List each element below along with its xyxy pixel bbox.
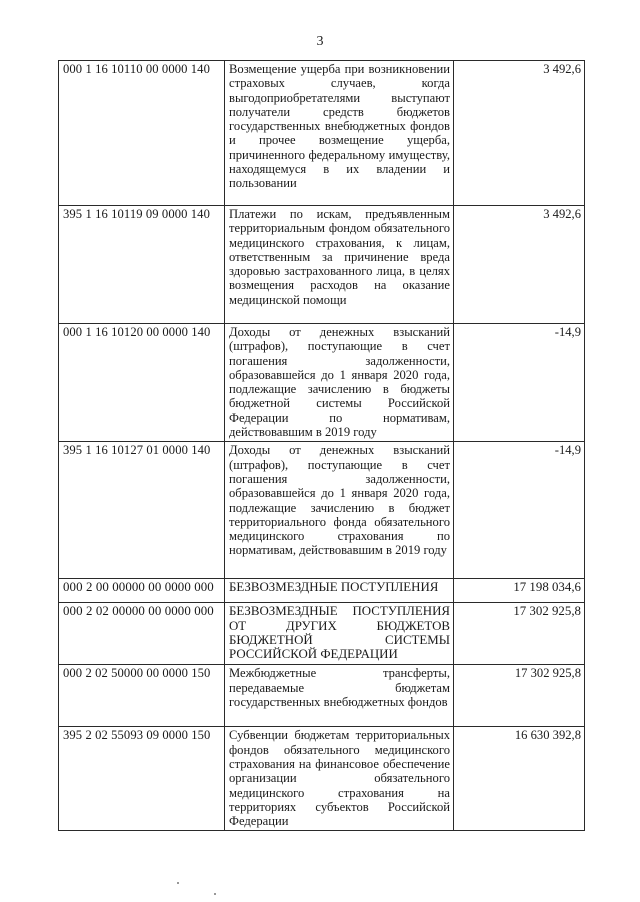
table-row bbox=[59, 442, 585, 579]
table-row bbox=[59, 324, 585, 442]
page-number: 3 bbox=[316, 34, 324, 49]
table-row bbox=[59, 206, 585, 324]
budget-revenue-table bbox=[58, 60, 585, 831]
revenue-name-cell: Платежи по искам, предъявленным территориальным фондом обязательного медицинского страхования, к лицам, ответственным за причинение вреда здоровью застрахованного лица, в целях возмещения расходов на оказание медицинской помощи bbox=[225, 206, 454, 324]
revenue-name-cell: Возмещение ущерба при возникновении страховых случаев, когда выгодоприобретателями выступают получатели средств бюджетов государственных внебюджетных фондов и прочее возмещение ущерба, причиненного федеральному имуществу, находящемуся в их владении и пользовании bbox=[225, 61, 454, 206]
revenue-code-cell: 000 1 16 10110 00 0000 140 bbox=[59, 61, 225, 206]
revenue-amount-cell: 3 492,6 bbox=[454, 206, 585, 324]
revenue-code-cell: 395 1 16 10119 09 0000 140 bbox=[59, 206, 225, 324]
scan-speck bbox=[214, 893, 216, 895]
table-row bbox=[59, 579, 585, 603]
revenue-name-cell: БЕЗВОЗМЕЗДНЫЕ ПОСТУПЛЕНИЯ ОТ ДРУГИХ БЮДЖЕТОВ БЮДЖЕТНОЙ СИСТЕМЫ РОССИЙСКОЙ ФЕДЕРАЦИИ bbox=[225, 603, 454, 665]
table-row bbox=[59, 61, 585, 206]
revenue-code-cell: 395 1 16 10127 01 0000 140 bbox=[59, 442, 225, 579]
revenue-code-cell: 395 2 02 55093 09 0000 150 bbox=[59, 727, 225, 831]
revenue-amount-cell: 16 630 392,8 bbox=[454, 727, 585, 831]
table-row bbox=[59, 603, 585, 665]
revenue-amount-cell: 3 492,6 bbox=[454, 61, 585, 206]
revenue-amount-cell: -14,9 bbox=[454, 442, 585, 579]
table-row bbox=[59, 665, 585, 727]
revenue-name-cell: Межбюджетные трансферты, передаваемые бюджетам государственных внебюджетных фондов bbox=[225, 665, 454, 727]
revenue-name-cell: Субвенции бюджетам территориальных фондов обязательного медицинского страхования на финансовое обеспечение организации обязательного медицинского страхования на территориях субъектов Российской Федерации bbox=[225, 727, 454, 831]
revenue-amount-cell: 17 198 034,6 bbox=[454, 579, 585, 603]
revenue-code-cell: 000 2 00 00000 00 0000 000 bbox=[59, 579, 225, 603]
revenue-code-cell: 000 2 02 00000 00 0000 000 bbox=[59, 603, 225, 665]
revenue-code-cell: 000 2 02 50000 00 0000 150 bbox=[59, 665, 225, 727]
revenue-name-cell: БЕЗВОЗМЕЗДНЫЕ ПОСТУПЛЕНИЯ bbox=[225, 579, 454, 603]
revenue-amount-cell: 17 302 925,8 bbox=[454, 665, 585, 727]
scan-speck bbox=[177, 882, 179, 884]
revenue-name-cell: Доходы от денежных взысканий (штрафов), поступающие в счет погашения задолженности, образовавшейся до 1 января 2020 года, подлежащие зачислению в бюджет территориального фонда обязательного медицинского страхования по нормативам, действовавшим в 2019 году bbox=[225, 442, 454, 579]
table-row bbox=[59, 727, 585, 831]
revenue-amount-cell: 17 302 925,8 bbox=[454, 603, 585, 665]
revenue-code-cell: 000 1 16 10120 00 0000 140 bbox=[59, 324, 225, 442]
revenue-name-cell: Доходы от денежных взысканий (штрафов), поступающие в счет погашения задолженности, образовавшейся до 1 января 2020 года, подлежащие зачислению в бюджеты бюджетной системы Российской Федерации по нормативам, действовавшим в 2019 году bbox=[225, 324, 454, 442]
revenue-amount-cell: -14,9 bbox=[454, 324, 585, 442]
